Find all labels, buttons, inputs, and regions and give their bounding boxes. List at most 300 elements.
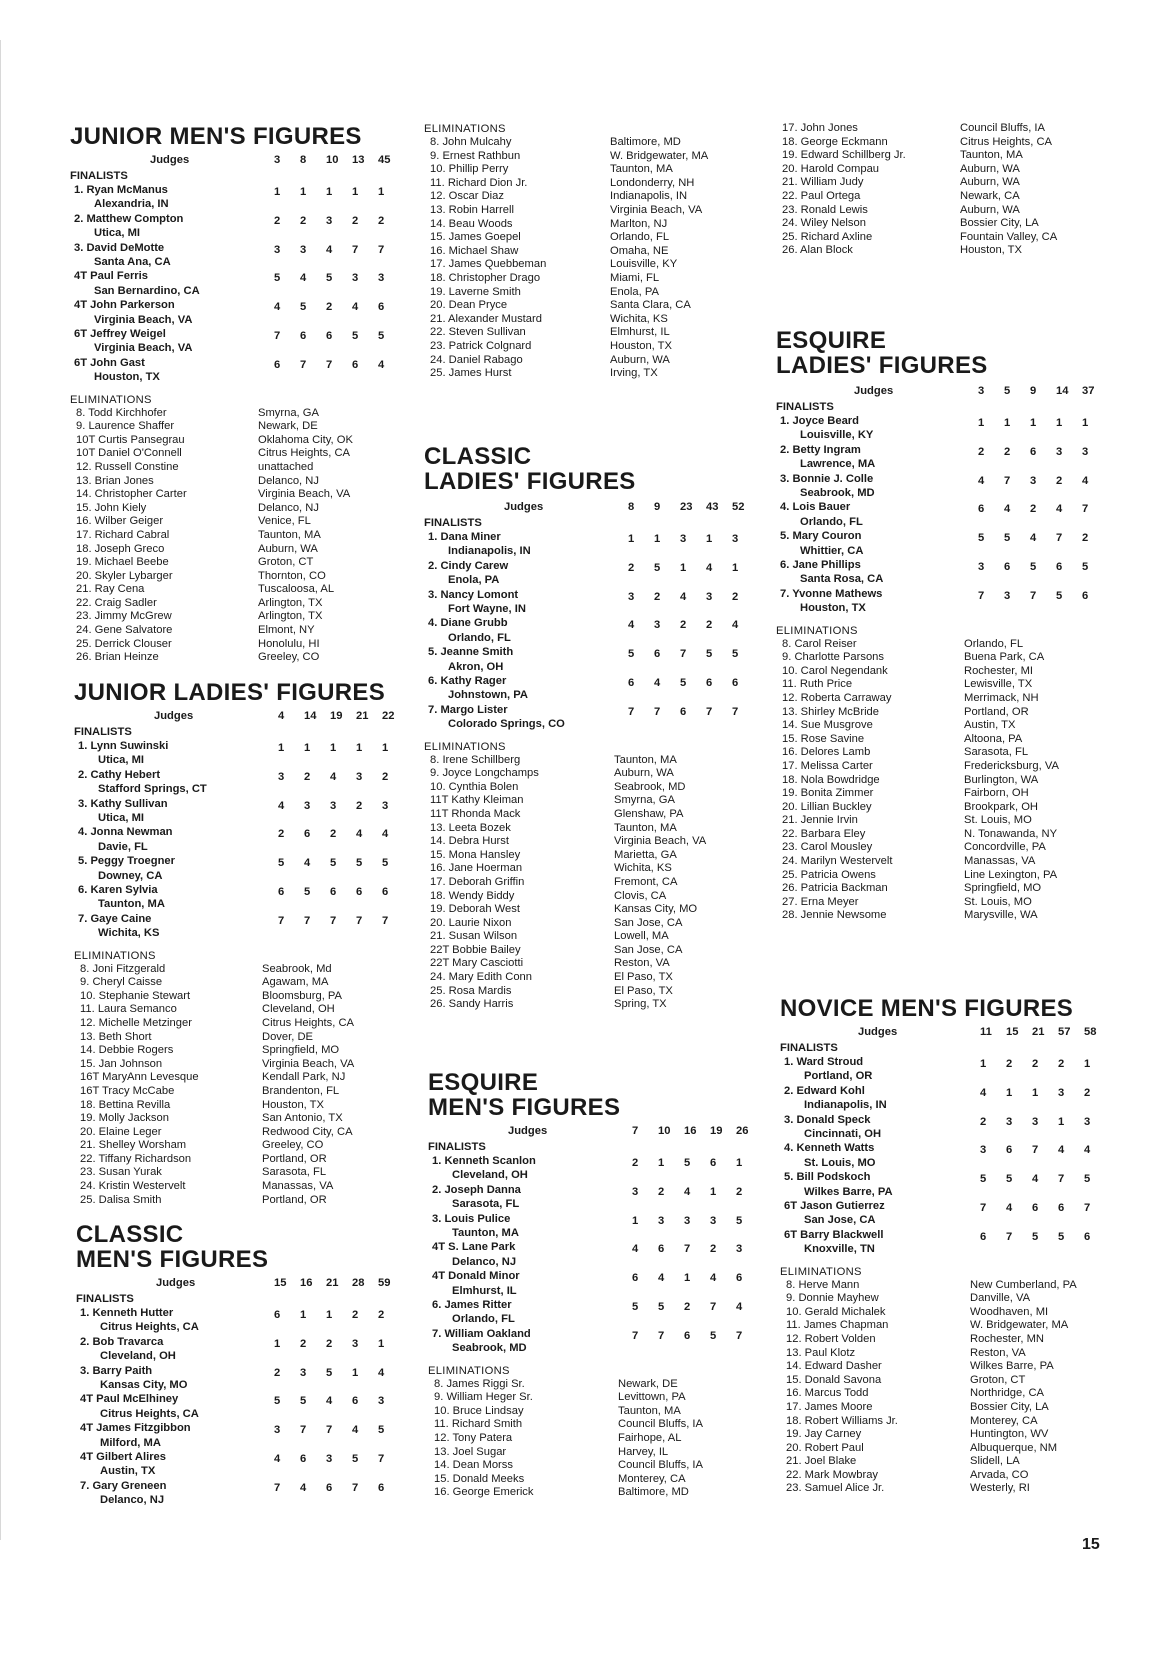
finalist-scores: [274, 243, 404, 257]
score: 5: [330, 857, 337, 870]
eliminations-block: [780, 1265, 1160, 1497]
score: 3: [1006, 1115, 1013, 1128]
score: 6: [710, 1157, 717, 1169]
score: 5: [684, 1157, 691, 1169]
finalist-entry: [76, 1421, 416, 1450]
eliminations-label: ELIMINATIONS: [70, 393, 152, 406]
competitor-name: 20. Lillian Buckley: [782, 800, 872, 813]
score: 4: [1032, 1173, 1039, 1186]
score: 5: [300, 1395, 307, 1408]
score: 5: [680, 676, 687, 689]
eliminations-block: [424, 122, 764, 381]
finalist-entry: [780, 1170, 1160, 1199]
competitor-name: 16. Jane Hoerman: [430, 862, 523, 875]
score: 6: [330, 885, 337, 898]
finalist-entry: [70, 356, 410, 385]
finalist-city: Portland, OR: [804, 1070, 873, 1083]
score: 6: [274, 1309, 281, 1321]
competitor-name: 23. Susan Yurak: [80, 1166, 162, 1179]
competitor-city: Smyrna, GA: [614, 794, 675, 807]
finalist-city: Taunton, MA: [98, 898, 165, 911]
competitor-name: 13. Robin Harrell: [430, 203, 514, 216]
elimination-row: [776, 190, 1156, 204]
eliminations-label: ELIMINATIONS: [74, 949, 156, 962]
competitor-name: 17. Richard Cabral: [76, 528, 170, 541]
score: 5: [1082, 560, 1089, 573]
elimination-row: [780, 1360, 1160, 1374]
score: 4: [1056, 503, 1063, 516]
eliminations-block: [428, 1364, 768, 1500]
competitor-name: 10T Curtis Pansegrau: [76, 433, 185, 446]
finalist-city: Knoxville, TN: [804, 1243, 875, 1256]
elimination-row: [780, 1387, 1160, 1401]
competitor-name: 21. Susan Wilson: [430, 930, 518, 943]
elimination-row: [424, 272, 764, 286]
judge-number: 3: [978, 385, 985, 397]
score: 2: [1030, 503, 1037, 516]
competitor-name: 9. Joyce Longchamps: [430, 767, 539, 780]
elimination-row: [424, 299, 764, 313]
score: 6: [1082, 589, 1089, 602]
competitor-city: Buena Park, CA: [964, 651, 1045, 664]
competitor-city: Omaha, NE: [610, 244, 669, 257]
finalists-block: [780, 1025, 1160, 1257]
finalist-entry: [70, 241, 410, 270]
score: 7: [732, 705, 739, 718]
competitor-city: Citrus Heights, CA: [262, 1016, 355, 1029]
score: 5: [654, 561, 661, 574]
score: 6: [300, 329, 307, 342]
section-classic-ladies: [424, 444, 764, 1012]
judge-number: 45: [378, 154, 391, 166]
score: 2: [680, 619, 687, 632]
finalist-scores: [980, 1230, 1110, 1244]
finalist-scores: [274, 1337, 404, 1351]
elimination-row: [424, 890, 764, 904]
elimination-row: [776, 882, 1156, 896]
finalist-city: Seabrook, MD: [800, 487, 875, 499]
eliminations-label: ELIMINATIONS: [424, 123, 506, 135]
score: 6: [356, 885, 363, 898]
competitor-city: Fountain Valley, CA: [960, 230, 1058, 243]
competitor-city: Seabrook, MD: [614, 780, 686, 793]
competitor-city: Springfield, MO: [964, 882, 1042, 895]
competitor-name: 11. Richard Smith: [434, 1418, 523, 1431]
finalist-city: Citrus Heights, CA: [100, 1407, 199, 1420]
score: 2: [1058, 1058, 1065, 1070]
finalist-entry: [780, 1084, 1160, 1113]
competitor-name: 19. Molly Jackson: [80, 1112, 169, 1125]
finalist-name: 6. Karen Sylvia: [78, 883, 158, 896]
judge-number: 19: [330, 710, 343, 722]
competitor-city: Virginia Beach, VA: [610, 203, 703, 216]
competitor-name: 19. Laverne Smith: [430, 285, 521, 298]
competitor-city: Concordville, PA: [964, 841, 1046, 854]
competitor-name: 15. Donald Meeks: [434, 1472, 525, 1485]
finalist-name: 5. Bill Podskoch: [784, 1171, 871, 1184]
elimination-row: [74, 976, 414, 990]
score: 7: [356, 914, 363, 927]
competitor-city: Houston, TX: [960, 244, 1022, 257]
finalist-city: Sarasota, FL: [452, 1198, 520, 1211]
competitor-name: 10. Carol Negendank: [782, 664, 888, 677]
competitor-name: 21. Shelley Worsham: [80, 1139, 187, 1152]
competitor-city: El Paso, TX: [614, 984, 673, 997]
finalist-scores: [632, 1329, 762, 1343]
score: 1: [1058, 1115, 1065, 1128]
judge-number: 4: [278, 710, 285, 722]
score: 3: [1004, 589, 1011, 602]
competitor-city: Line Lexington, PA: [964, 868, 1058, 881]
competitor-name: 18. George Eckmann: [782, 135, 888, 148]
score: 3: [710, 1214, 717, 1227]
finalist-name: 2. Cathy Hebert: [78, 768, 161, 781]
competitor-name: 14. Sue Musgrove: [782, 719, 873, 732]
finalist-scores: [274, 1423, 404, 1437]
competitor-name: 24. Mary Edith Conn: [430, 971, 532, 984]
finalist-name: 7. Yvonne Mathews: [780, 587, 883, 600]
score: 4: [658, 1272, 665, 1285]
competitor-name: 19. Bonita Zimmer: [782, 787, 874, 800]
score: 4: [300, 272, 307, 285]
competitor-city: Portland, OR: [262, 1193, 327, 1206]
finalist-entry: [70, 298, 410, 327]
competitor-city: Auburn, WA: [960, 162, 1020, 175]
score: 7: [326, 358, 333, 371]
competitor-city: Thornton, CO: [258, 569, 326, 582]
elimination-row: [424, 218, 764, 232]
competitor-name: 11T Kathy Kleiman: [430, 794, 524, 807]
elimination-row: [780, 1482, 1160, 1496]
competitor-city: Greeley, CO: [258, 651, 320, 664]
competitor-city: Portland, OR: [262, 1152, 327, 1165]
competitor-city: Woodhaven, MI: [970, 1305, 1049, 1318]
elimination-row: [776, 122, 1156, 136]
finalists-label: FINALISTS: [70, 170, 128, 182]
score: 1: [352, 186, 359, 198]
competitor-name: 10. Bruce Lindsay: [434, 1404, 524, 1417]
score: 5: [1056, 589, 1063, 602]
judge-number: 22: [382, 710, 395, 722]
competitor-city: Austin, TX: [964, 719, 1016, 732]
elimination-row: [424, 754, 764, 768]
finalist-name: 1. Ryan McManus: [74, 184, 168, 196]
finalist-scores: [980, 1115, 1110, 1129]
score: 1: [304, 742, 311, 754]
elimination-row: [780, 1415, 1160, 1429]
score: 2: [300, 1337, 307, 1350]
elimination-row: [424, 822, 764, 836]
competitor-name: 22. Steven Sullivan: [430, 326, 526, 339]
judge-number: 21: [326, 1277, 339, 1289]
competitor-name: 12. Tony Patera: [434, 1431, 513, 1444]
eliminations-label: ELIMINATIONS: [776, 624, 858, 637]
judge-number: 16: [684, 1125, 697, 1137]
judge-number: 37: [1082, 385, 1095, 397]
competitor-city: St. Louis, MO: [964, 895, 1032, 908]
elimination-row: [424, 767, 764, 781]
score: 3: [980, 1144, 987, 1157]
competitor-name: 20. Elaine Leger: [80, 1125, 162, 1138]
score: 3: [1082, 445, 1089, 458]
judge-numbers: [978, 384, 1108, 398]
competitor-name: 16. Delores Lamb: [782, 746, 871, 759]
score: 4: [978, 474, 985, 487]
score: 3: [330, 799, 337, 812]
competitor-city: Tuscaloosa, AL: [258, 583, 335, 596]
judge-number: 14: [304, 710, 317, 722]
elimination-row: [776, 774, 1156, 788]
finalist-scores: [278, 770, 408, 784]
competitor-name: 11. Richard Dion Jr.: [430, 176, 528, 189]
competitor-name: 21. Alexander Mustard: [430, 312, 542, 325]
section-junior-ladies: [74, 680, 414, 1207]
judges-label: Judges: [156, 1277, 196, 1289]
score: 4: [326, 243, 333, 256]
elimination-row: [70, 461, 410, 475]
finalist-name: 3. Donald Speck: [784, 1113, 871, 1126]
competitor-name: 17. Melissa Carter: [782, 759, 873, 772]
competitor-name: 16. Marcus Todd: [786, 1387, 869, 1400]
judges-label: Judges: [504, 501, 544, 513]
elimination-row: [74, 1058, 414, 1072]
score: 7: [326, 1424, 333, 1437]
score: 6: [1058, 1201, 1065, 1214]
score: 3: [352, 272, 359, 285]
competitor-name: 26. Alan Block: [782, 244, 853, 257]
competitor-city: Honolulu, HI: [258, 637, 320, 650]
competitor-city: N. Tonawanda, NY: [964, 827, 1058, 840]
score: 3: [732, 533, 739, 545]
elimination-row: [70, 610, 410, 624]
score: 7: [1030, 589, 1037, 602]
score: 5: [732, 648, 739, 661]
finalist-name: 1. Dana Miner: [428, 531, 501, 543]
score: 2: [1082, 532, 1089, 545]
competitor-city: Baltimore, MD: [618, 1486, 689, 1499]
finalist-name: 3. Bonnie J. Colle: [780, 472, 874, 485]
elimination-row: [780, 1428, 1160, 1442]
competitor-name: 13. Paul Klotz: [786, 1346, 856, 1359]
competitor-name: 8. Joni Fitzgerald: [80, 962, 166, 975]
competitor-name: 8. James Riggi Sr.: [434, 1377, 525, 1390]
finalist-entry: [428, 1298, 768, 1327]
score: 2: [1032, 1058, 1039, 1070]
finalists-block: [776, 384, 1156, 616]
score: 3: [326, 1452, 333, 1465]
finalist-scores: [978, 474, 1108, 488]
elimination-row: [776, 692, 1156, 706]
judge-number: 58: [1084, 1026, 1097, 1038]
score: 4: [1084, 1144, 1091, 1157]
competitor-city: Auburn, WA: [960, 176, 1020, 189]
competitor-city: Irving, TX: [610, 367, 658, 380]
elimination-row: [70, 543, 410, 557]
competitor-name: 17. John Jones: [782, 122, 858, 134]
elimination-row: [424, 204, 764, 218]
competitor-city: Westerly, RI: [970, 1482, 1030, 1495]
score: 3: [304, 799, 311, 812]
elimination-row: [780, 1279, 1160, 1293]
finalist-scores: [274, 1308, 404, 1322]
score: 4: [274, 1452, 281, 1465]
judge-number: 11: [980, 1026, 992, 1038]
score: 4: [304, 857, 311, 870]
finalist-scores: [274, 358, 404, 372]
score: 3: [382, 799, 389, 812]
judge-number: 57: [1058, 1026, 1071, 1038]
elimination-row: [74, 1126, 414, 1140]
finalist-entry: [424, 674, 764, 703]
finalist-scores: [980, 1143, 1110, 1157]
score: 3: [378, 272, 385, 285]
score: 2: [352, 214, 359, 227]
competitor-name: 23. Patrick Colgnard: [430, 339, 532, 352]
score: 6: [378, 301, 385, 314]
competitor-city: Sarasota, FL: [262, 1166, 327, 1179]
finalist-city: Whittier, CA: [800, 544, 864, 557]
elimination-row: [424, 150, 764, 164]
finalist-city: Alexandria, IN: [94, 198, 169, 211]
finalist-city: Citrus Heights, CA: [100, 1321, 199, 1334]
elimination-row: [424, 957, 764, 971]
finalist-entry: [428, 1183, 768, 1212]
score: 5: [304, 885, 311, 898]
competitor-city: Taunton, MA: [618, 1404, 681, 1417]
finalist-entry: [780, 1228, 1160, 1257]
competitor-city: Portland, OR: [964, 705, 1029, 718]
score: 5: [300, 301, 307, 314]
finalist-entry: [428, 1327, 768, 1356]
competitor-name: 28. Jennie Newsome: [782, 909, 887, 922]
finalist-city: Wilkes Barre, PA: [804, 1185, 893, 1198]
competitor-city: Venice, FL: [258, 515, 311, 528]
score: 1: [300, 1309, 307, 1321]
finalist-scores: [274, 271, 404, 285]
competitor-city: Newark, CA: [960, 189, 1020, 202]
section-esquire-mens: [428, 1070, 768, 1500]
finalist-entry: [776, 558, 1156, 587]
judge-number: 26: [736, 1125, 749, 1137]
score: 1: [978, 417, 985, 429]
finalist-entry: [70, 212, 410, 241]
finalist-entry: [424, 703, 764, 732]
finalist-entry: [776, 529, 1156, 558]
score: 2: [658, 1185, 665, 1198]
elimination-row: [776, 828, 1156, 842]
elimination-row: [424, 340, 764, 354]
elimination-row: [776, 204, 1156, 218]
finalist-entry: [74, 768, 414, 797]
section-title: CLASSIC LADIES' FIGURES: [424, 443, 636, 495]
competitor-city: Wichita, KS: [614, 862, 672, 875]
elimination-row: [780, 1374, 1160, 1388]
score: 6: [382, 885, 389, 898]
competitor-name: 14. Christopher Carter: [76, 488, 187, 501]
finalist-entry: [70, 269, 410, 298]
elimination-row: [70, 597, 410, 611]
competitor-city: Taunton, MA: [610, 163, 673, 176]
competitor-name: 16. Michael Shaw: [430, 244, 519, 257]
score: 1: [300, 186, 307, 198]
score: 5: [378, 329, 385, 342]
competitor-city: Council Bluffs, IA: [960, 122, 1045, 134]
finalists-label: FINALISTS: [74, 726, 132, 738]
score: 2: [1084, 1086, 1091, 1099]
competitor-name: 9. William Heger Sr.: [434, 1391, 533, 1404]
judge-number: 21: [356, 710, 369, 722]
competitor-city: Groton, CT: [258, 556, 314, 569]
competitor-city: Auburn, WA: [258, 542, 318, 555]
score: 4: [684, 1185, 691, 1198]
judges-header-row: [74, 709, 414, 725]
finalist-scores: [980, 1201, 1110, 1215]
finalist-entry: [780, 1141, 1160, 1170]
score: 7: [710, 1300, 717, 1313]
elimination-row: [424, 903, 764, 917]
finalist-scores: [274, 214, 404, 228]
competitor-name: 14. Dean Morss: [434, 1459, 513, 1472]
elimination-row: [74, 1003, 414, 1017]
competitor-city: Glenshaw, PA: [614, 807, 684, 820]
finalist-city: Akron, OH: [448, 660, 504, 673]
score: 7: [300, 358, 307, 371]
competitor-name: 12. Roberta Carraway: [782, 691, 892, 704]
competitor-city: Manassas, VA: [964, 855, 1036, 868]
competitor-city: Smyrna, GA: [258, 406, 319, 419]
section-esquire-ladies: [776, 328, 1156, 923]
elimination-row: [424, 163, 764, 177]
finalist-name: 4T James Fitzgibbon: [80, 1422, 191, 1435]
score: 6: [1032, 1201, 1039, 1214]
competitor-city: El Paso, TX: [614, 971, 673, 984]
score: 4: [632, 1243, 639, 1256]
competitor-city: Arlington, TX: [258, 610, 323, 623]
judge-number: 5: [1004, 385, 1011, 397]
score: 3: [1030, 474, 1037, 487]
competitor-city: Newark, DE: [258, 420, 318, 433]
finalist-city: Johnstown, PA: [448, 689, 528, 702]
competitor-city: Citrus Heights, CA: [258, 447, 351, 460]
score: 1: [1056, 417, 1063, 429]
finalist-entry: [776, 587, 1156, 616]
competitor-name: 17. Deborah Griffin: [430, 875, 525, 888]
elimination-row: [776, 841, 1156, 855]
score: 4: [1006, 1201, 1013, 1214]
competitor-city: Taunton, MA: [614, 821, 677, 834]
elimination-row: [776, 244, 1156, 258]
finalist-entry: [424, 616, 764, 645]
elimination-row: [776, 760, 1156, 774]
score: 6: [274, 358, 281, 371]
elimination-row: [424, 971, 764, 985]
competitor-city: Groton, CT: [970, 1373, 1026, 1386]
finalist-name: 6T John Gast: [74, 356, 145, 369]
competitor-city: Manassas, VA: [262, 1180, 334, 1193]
score: 2: [278, 828, 285, 841]
score: 7: [352, 243, 359, 256]
elimination-row: [428, 1432, 768, 1446]
elimination-row: [776, 787, 1156, 801]
finalist-name: 3. David DeMotte: [74, 241, 165, 254]
finalist-scores: [980, 1057, 1110, 1071]
finalist-scores: [274, 1366, 404, 1380]
score: 3: [658, 1214, 665, 1227]
judge-number: 15: [1006, 1026, 1019, 1038]
elimination-row: [424, 177, 764, 191]
score: 3: [278, 770, 285, 783]
competitor-city: Taunton, MA: [614, 753, 677, 766]
